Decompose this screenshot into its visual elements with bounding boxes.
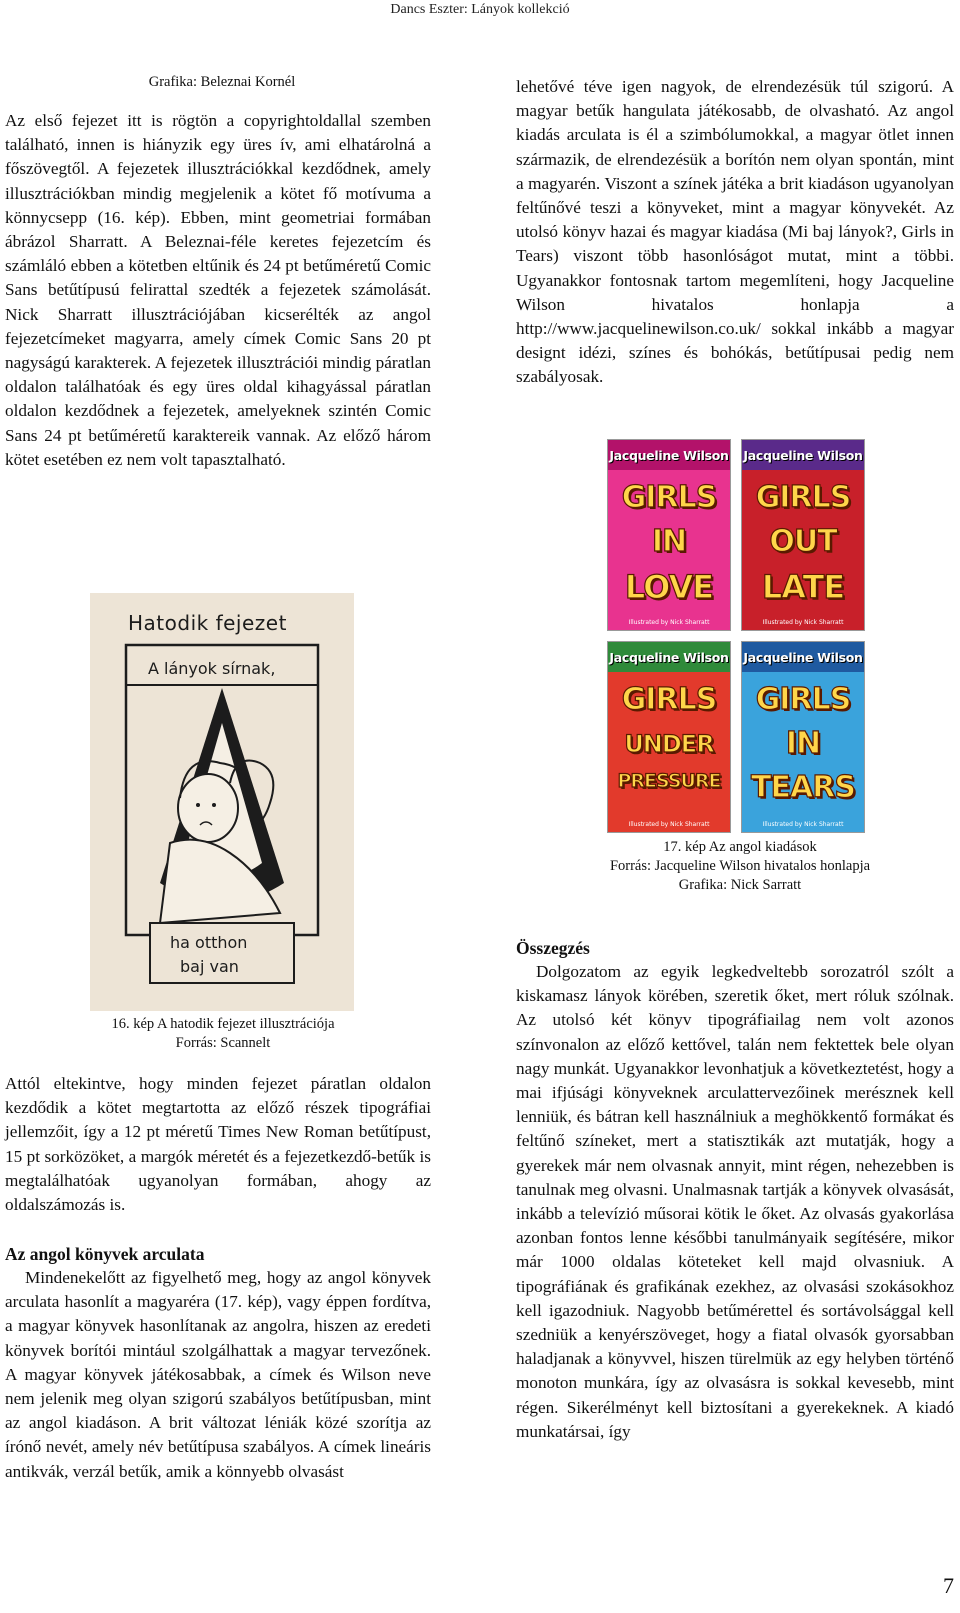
figure-17-caption-graphics: Grafika: Nick Sarratt <box>678 877 802 893</box>
cover-credit: Illustrated by Nick Sharratt <box>628 821 710 828</box>
cover-title-line-3: TEARS <box>751 770 855 805</box>
cover-credit: Illustrated by Nick Sharratt <box>762 619 844 626</box>
cover-author-band: Jacqueline Wilson <box>742 440 864 470</box>
illustration-chapter-title: Hatodik fejezet <box>128 611 287 635</box>
cover-title-line-3: LATE <box>761 568 845 606</box>
graphics-credit: Grafika: Beleznai Kornél <box>148 74 296 90</box>
cover-credit: Illustrated by Nick Sharratt <box>628 619 710 626</box>
cover-title-line-2: UNDER <box>624 730 714 758</box>
figure-16-caption-title: 16. kép A hatodik fejezet illusztrációja <box>111 1016 335 1032</box>
cover-title-line-1: GIRLS <box>621 682 717 717</box>
left-paragraph-1: Az első fejezet itt is rögtön a copyrightoldallal szemben található, innen is hiányzik egy üres ív, ami elhatárolná a főszövegtől. A fejezetek illusztrációkkal kezdődnek, amely illusztrációkban mindig megjelenik a kötet fő motívuma a könnycsepp (16. kép). Ebben, mint geometriai formában ábrázol Sharratt. A Beleznai-féle keretes fejezetcím és számláló ebben a kötetben eltűnik és 24 pt betűméretű Comic Sans betűtípusú felirattal szedték a fejezetek számolását. Nick Sharratt illusztrációjában kicserélték az angol fejezetcímeket magyarra, amely címek Comic Sans 20 pt nagyságú karakterek. A fejezetek illusztrációi mindig páratlan oldalon találhatóak és egy üres oldal kihagyással páratlan oldalon kezdődnek a fejezetek, amelyeknek szintén Comic Sans 24 pt betűméretű karaktereik vannak. Az előző három kötet esetében ez nem volt tapasztalható. <box>5 111 431 469</box>
cover-credit: Illustrated by Nick Sharratt <box>762 821 844 828</box>
illustration-bottom-text <box>170 931 247 979</box>
right-paragraph-2: Dolgozatom az egyik legkedveltebb sorozatról szólt a kiskamasz lányok körében, szeretik őket, mert róluk szólnak. Az utolsó két könyv tipográfiailag nem volt azonos színvonalon az előző kettővel, talán nem fektettek bele olyan nagy munkát. Ugyanakkor levonhatjuk a következtetést, hogy a mai ifjúsági könyveknek arculattervezőinek merésznek kell lenniük, és bátran kell használniuk a meghökkentő formákat és feltűnő színeket, mert a statisztikák azt mutatják, hogy a gyerekek már nem olvasnak annyit, mint régen, nehezebben is tanulnak meg olvasni. Unalmasnak tartják a könyvek olvasását, inkább a televízió műsorai kötik le őket. Az olvasás gyakorlása azonban fontos lenne későbbi tanulmányaik segítésére, mikor már 1000 oldalas köteteket kell majd olvasniuk. A tipográfiának és grafikának ezekhez, az olvasási szokásokhoz kell igazodniuk. Nagyobb betűmérettel és sortávolsággal kell szedniük a kenyérszöveget, hogy a fiatal olvasók gyorsabban haladjanak a könyvvel, hiszen türelmük az egy helyben történő monoton munkára, így az olvasásra is sokkal kevesebb, mint régen. Sikerélményt kell biztosítani a gyerekeknek. A kiadó munkatársai, így <box>516 962 954 1441</box>
figure-17-caption-source: Forrás: Jacqueline Wilson hivatalos honlapja <box>609 858 871 874</box>
cover-title-line-1: GIRLS <box>621 480 717 515</box>
cover-author-band: Jacqueline Wilson <box>608 440 730 470</box>
cover-title-line-2: IN <box>785 726 821 761</box>
cover-title-line-1: GIRLS <box>755 682 851 717</box>
cover-title-line-1: GIRLS <box>755 480 851 515</box>
cover-author-band: Jacqueline Wilson <box>608 642 730 672</box>
section-heading-english-books: Az angol könyvek arculata <box>5 1244 205 1264</box>
chapter-illustration <box>90 593 354 1011</box>
illustration-bottom-line-2: baj van <box>180 957 239 976</box>
right-paragraph-1: lehetővé téve igen nagyok, de elrendezésük túl szigorú. A magyar betűk hangulata játékosabb, de olvasható. Az angol kiadás arculata is él a szimbólumokkal, a magyar ötlet innen származik, de elrendezésük a borítón nem olyan spontán, mint a magyarén. Viszont a színek játéka a brit kiadáson ugyanolyan feltűnővé teszi a könyveket, mint a magyar könyvekét. Az utolsó könyv hazai és magyar kiadása (Mi baj lányok?, Girls in Tears) viszont több hasonlóságot mutat, mint a többi. Ugyanakkor fontosnak tartom megemlíteni, hogy Jacqueline Wilson hivatalos honlapja a http://www.jacquelinewilson.co.uk/ sokkal inkább a magyar designt idézi, színes és bohókás, betűtípusai pedig nem szabályosak. <box>516 77 954 387</box>
page-number: 7 <box>943 1573 954 1598</box>
figure-17-caption-title: 17. kép Az angol kiadások <box>663 839 817 855</box>
running-header: Dancs Eszter: Lányok kollekció <box>390 2 570 17</box>
illustration-chapter-subtitle: A lányok sírnak, <box>148 659 276 678</box>
cover-title-line-3: LOVE <box>624 568 714 606</box>
illustration-bottom-line-1: ha otthon <box>170 933 248 952</box>
figure-16-caption-source: Forrás: Scannelt <box>175 1035 271 1051</box>
cover-girls-out-late <box>742 440 864 630</box>
cover-author-band: Jacqueline Wilson <box>742 642 864 672</box>
figure-16-caption <box>92 1015 354 1053</box>
cover-girls-under-pressure <box>608 642 730 832</box>
cover-title-line-2: OUT <box>769 524 837 559</box>
figure-17-caption <box>560 838 920 895</box>
left-paragraph-2: Attól eltekintve, hogy minden fejezet páratlan oldalon kezdődik a kötet megtartotta az előző részek tipográfiai jellemzőit, így a 12 pt méretű Times New Roman betűtípust, 15 pt sorközöket, a margók méretét és a fejezetkezdő-betűk is megtalálhatóak ugyanolyan formában, ahogy az oldalszámozás is. <box>5 1074 431 1215</box>
cover-girls-in-tears <box>742 642 864 832</box>
english-covers-grid <box>608 440 870 832</box>
cover-title-line-3: PRESSURE <box>617 770 721 792</box>
left-paragraph-3: Mindenekelőtt az figyelhető meg, hogy az angol könyvek arculata hasonlít a magyaréra (17. kép), vagy éppen fordítva, a magyar könyvek hasonlítanak az angolra, hiszen az eredeti könyvek borítói mintául szolgálhattak a magyar tervezőnek. A magyar könyvek játékosabbak, a címek és Wilson neve nem jelenik meg olyan szigorú szabályos betűtípusban, mint az angol kiadáson. A brit változat léniák közé szorítja az írónő nevét, amely név betűtípusa szabályos. A címek lineáris antikvák, verzál betűk, amik a könnyebb olvasást <box>5 1268 431 1481</box>
cover-title-line-2: IN <box>651 524 687 559</box>
cover-girls-in-love <box>608 440 730 630</box>
section-heading-summary: Összegzés <box>516 938 590 958</box>
